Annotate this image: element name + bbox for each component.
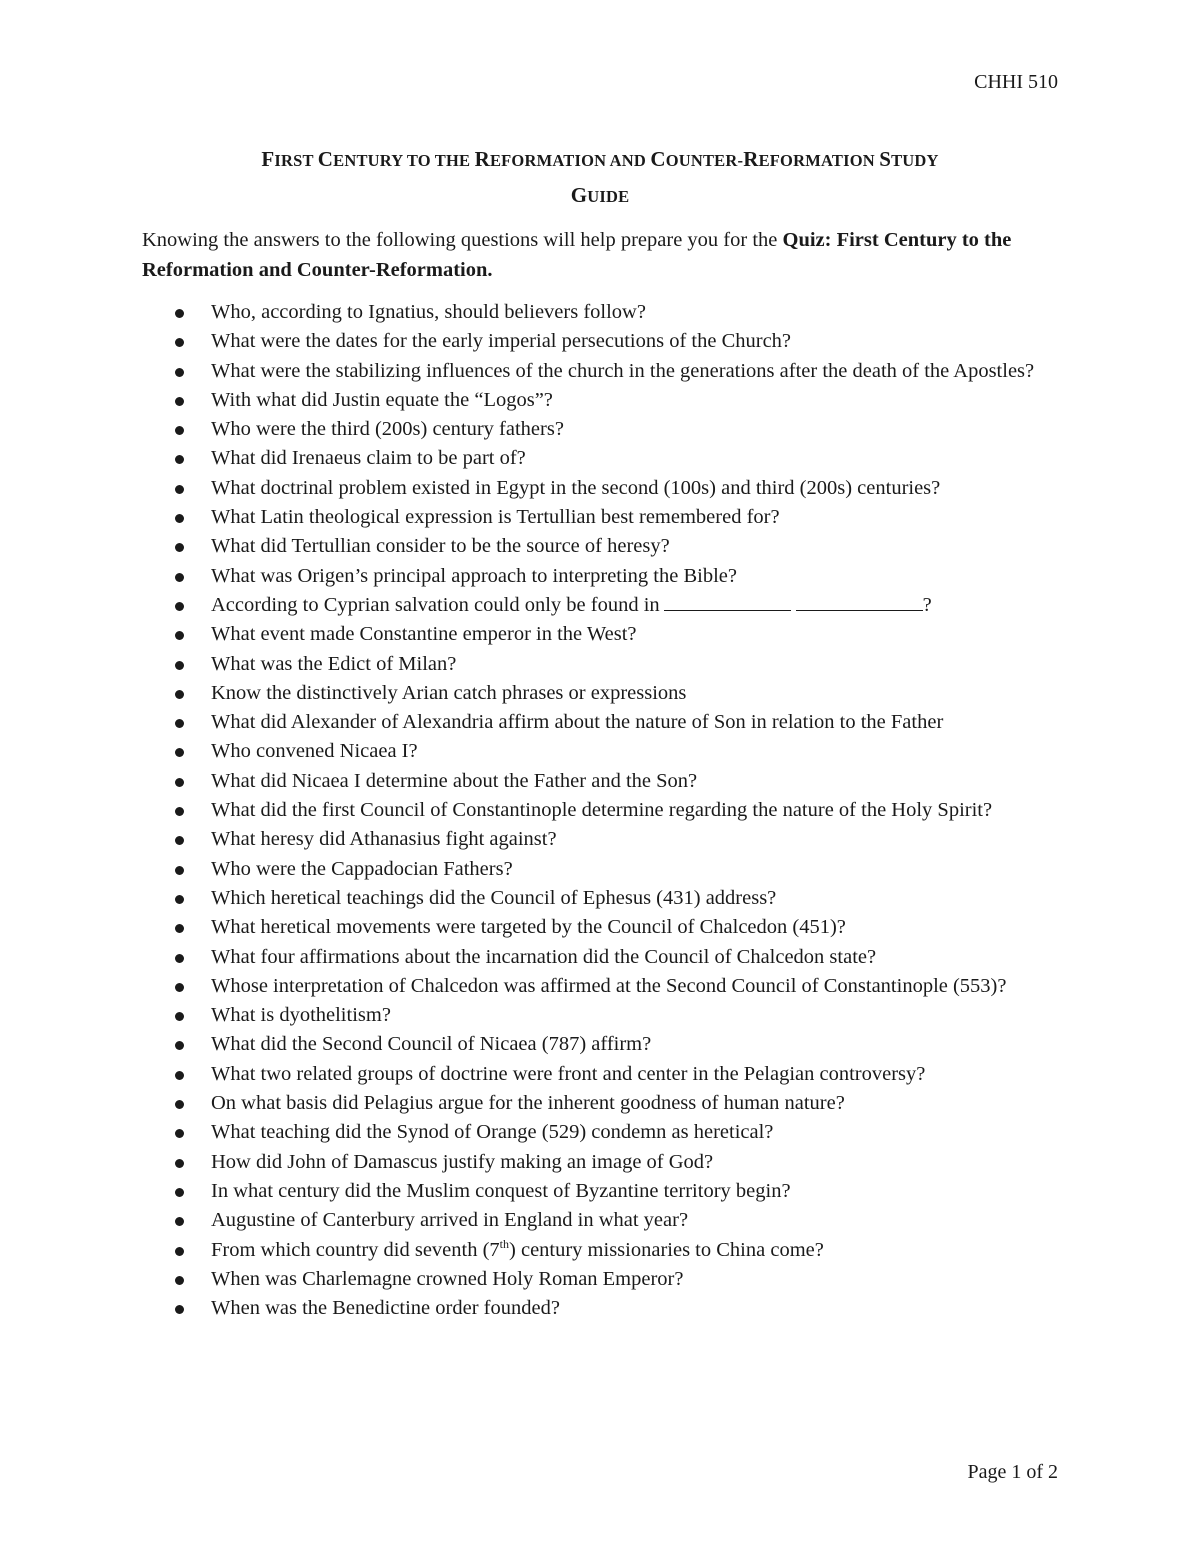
question-item [142, 1001, 1072, 1030]
question-text: Who, according to Ignatius, should believers follow? [211, 301, 646, 323]
bullet-icon [175, 426, 184, 435]
bullet-icon [175, 485, 184, 494]
question-text: On what basis did Pelagius argue for the inherent goodness of human nature? [211, 1092, 845, 1115]
document-title [142, 142, 1058, 214]
bullet-icon [175, 514, 184, 523]
bullet-icon [175, 338, 184, 347]
question-item [142, 855, 1072, 884]
question-item [142, 972, 1072, 1001]
question-item [142, 298, 1072, 327]
bullet-icon [175, 1276, 184, 1285]
question-item [142, 1206, 1072, 1235]
question-text: What did Irenaeus claim to be part of? [211, 447, 526, 470]
question-text: From which country did seventh (7 [211, 1238, 500, 1261]
question-item [142, 1060, 1072, 1089]
question-item [142, 708, 1072, 737]
bullet-icon [175, 1041, 184, 1050]
question-item [142, 474, 1072, 503]
intro-text: Knowing the answers to the following questions will help prepare you for the [142, 229, 783, 251]
course-code: CHHI 510 [974, 71, 1058, 93]
ordinal-superscript: th [499, 1236, 510, 1251]
question-text: What did Nicaea I determine about the Father and the Son? [211, 769, 698, 792]
question-item [142, 913, 1072, 942]
question-text: What heretical movements were targeted by the Council of Chalcedon (451)? [211, 916, 846, 939]
question-item [142, 386, 1072, 415]
question-item [142, 679, 1072, 708]
bullet-icon [175, 455, 184, 464]
question-list [142, 298, 1072, 1323]
bullet-icon [175, 866, 184, 875]
question-item [142, 796, 1072, 825]
question-item [142, 943, 1072, 972]
question-item [142, 884, 1072, 913]
question-item [142, 1294, 1072, 1323]
question-text: When was the Benedictine order founded? [211, 1297, 560, 1320]
bullet-icon [175, 1012, 184, 1021]
bullet-icon [175, 895, 184, 904]
bullet-icon [175, 807, 184, 816]
question-item [142, 767, 1072, 796]
question-item [142, 1236, 1072, 1265]
question-text: What two related groups of doctrine were front and center in the Pelagian controversy? [211, 1062, 926, 1085]
bullet-icon [175, 631, 184, 640]
question-text: What did the first Council of Constantinople determine regarding the nature of the Holy Spirit? [211, 799, 993, 822]
question-text: Augustine of Canterbury arrived in England in what year? [211, 1209, 689, 1232]
question-text: Who convened Nicaea I? [211, 740, 418, 763]
question-text: What event made Constantine emperor in the West? [211, 623, 637, 646]
question-text: What did Alexander of Alexandria affirm about the nature of Son in relation to the Father [211, 711, 944, 734]
page-number: Page 1 of 2 [967, 1461, 1058, 1483]
bullet-icon [175, 719, 184, 728]
question-text: Know the distinctively Arian catch phrases or expressions [211, 681, 687, 704]
bullet-icon [175, 661, 184, 670]
bullet-icon [175, 983, 184, 992]
bullet-icon [175, 543, 184, 552]
title-word: CENTURY TO THE [317, 147, 475, 171]
question-text: Who were the Cappadocian Fathers? [211, 857, 513, 880]
question-item [142, 357, 1072, 386]
answer-blank [664, 592, 791, 611]
question-text: What were the stabilizing influences of the church in the generations after the death of the Apostles? [211, 359, 1035, 382]
bullet-icon [175, 690, 184, 699]
intro-quiz-name: Quiz: First Century to the Reformation and Counter-Reformation. [142, 229, 1012, 281]
title-word: REFORMATION [743, 147, 880, 171]
title-word: FIRST [261, 147, 318, 171]
bullet-icon [175, 1159, 184, 1168]
question-text: What Latin theological expression is Tertullian best remembered for? [211, 506, 780, 529]
question-text: What were the dates for the early imperial persecutions of the Church? [211, 330, 792, 353]
question-text: What did Tertullian consider to be the source of heresy? [211, 535, 670, 558]
bullet-icon [175, 836, 184, 845]
bullet-icon [175, 1305, 184, 1314]
question-item [142, 415, 1072, 444]
question-item [142, 444, 1072, 473]
bullet-icon [175, 368, 184, 377]
question-suffix: ? [922, 593, 932, 616]
question-item [142, 1265, 1072, 1294]
question-item [142, 562, 1072, 591]
title-line-1 [142, 142, 1058, 178]
question-text: Who were the third (200s) century fathers? [211, 418, 564, 441]
question-text: Whose interpretation of Chalcedon was affirmed at the Second Council of Constantinople (553)? [211, 974, 1007, 997]
bullet-icon [175, 1247, 184, 1256]
question-text: Which heretical teachings did the Council of Ephesus (431) address? [211, 886, 777, 909]
bullet-icon [175, 748, 184, 757]
bullet-icon [175, 1129, 184, 1138]
question-text: In what century did the Muslim conquest of Byzantine territory begin? [211, 1179, 791, 1202]
bullet-icon [175, 778, 184, 787]
question-text: What heresy did Athanasius fight against? [211, 828, 557, 851]
bullet-icon [175, 1188, 184, 1197]
question-item [142, 650, 1072, 679]
title-word: COUNTER- [650, 147, 744, 171]
question-item [142, 503, 1072, 532]
question-text: What was the Edict of Milan? [211, 652, 457, 675]
question-item [142, 825, 1072, 854]
question-item [142, 532, 1072, 561]
question-item [142, 1148, 1072, 1177]
intro-paragraph [142, 226, 1058, 285]
question-item [142, 1089, 1072, 1118]
title-word: GUIDE [570, 183, 630, 207]
title-word: REFORMATION AND [474, 147, 651, 171]
question-item [142, 737, 1072, 766]
bullet-icon [175, 954, 184, 963]
question-text: What was Origen’s principal approach to interpreting the Bible? [211, 564, 737, 587]
question-text: What is dyothelitism? [211, 1004, 391, 1027]
question-item [142, 1030, 1072, 1059]
bullet-icon [175, 573, 184, 582]
question-text: How did John of Damascus justify making an image of God? [211, 1150, 714, 1173]
bullet-icon [175, 1217, 184, 1226]
bullet-icon [175, 602, 184, 611]
question-item [142, 1177, 1072, 1206]
question-text: With what did Justin equate the “Logos”? [211, 388, 553, 411]
bullet-icon [175, 1100, 184, 1109]
question-item [142, 591, 1072, 620]
question-item [142, 620, 1072, 649]
question-text: What did the Second Council of Nicaea (787) affirm? [211, 1033, 652, 1056]
question-item [142, 327, 1072, 356]
title-line-2 [142, 178, 1058, 214]
question-text: When was Charlemagne crowned Holy Roman Emperor? [211, 1267, 684, 1290]
bullet-icon [175, 309, 184, 318]
answer-blank [796, 592, 923, 611]
bullet-icon [175, 1071, 184, 1080]
title-word: STUDY [879, 147, 939, 171]
bullet-icon [175, 397, 184, 406]
question-item [142, 1118, 1072, 1147]
question-text: What doctrinal problem existed in Egypt in the second (100s) and third (200s) centuries? [211, 476, 941, 499]
question-text: According to Cyprian salvation could only be found in [211, 593, 660, 616]
question-suffix: ) century missionaries to China come? [509, 1238, 824, 1261]
question-text: What teaching did the Synod of Orange (529) condemn as heretical? [211, 1121, 774, 1144]
question-text: What four affirmations about the incarnation did the Council of Chalcedon state? [211, 945, 877, 968]
bullet-icon [175, 924, 184, 933]
